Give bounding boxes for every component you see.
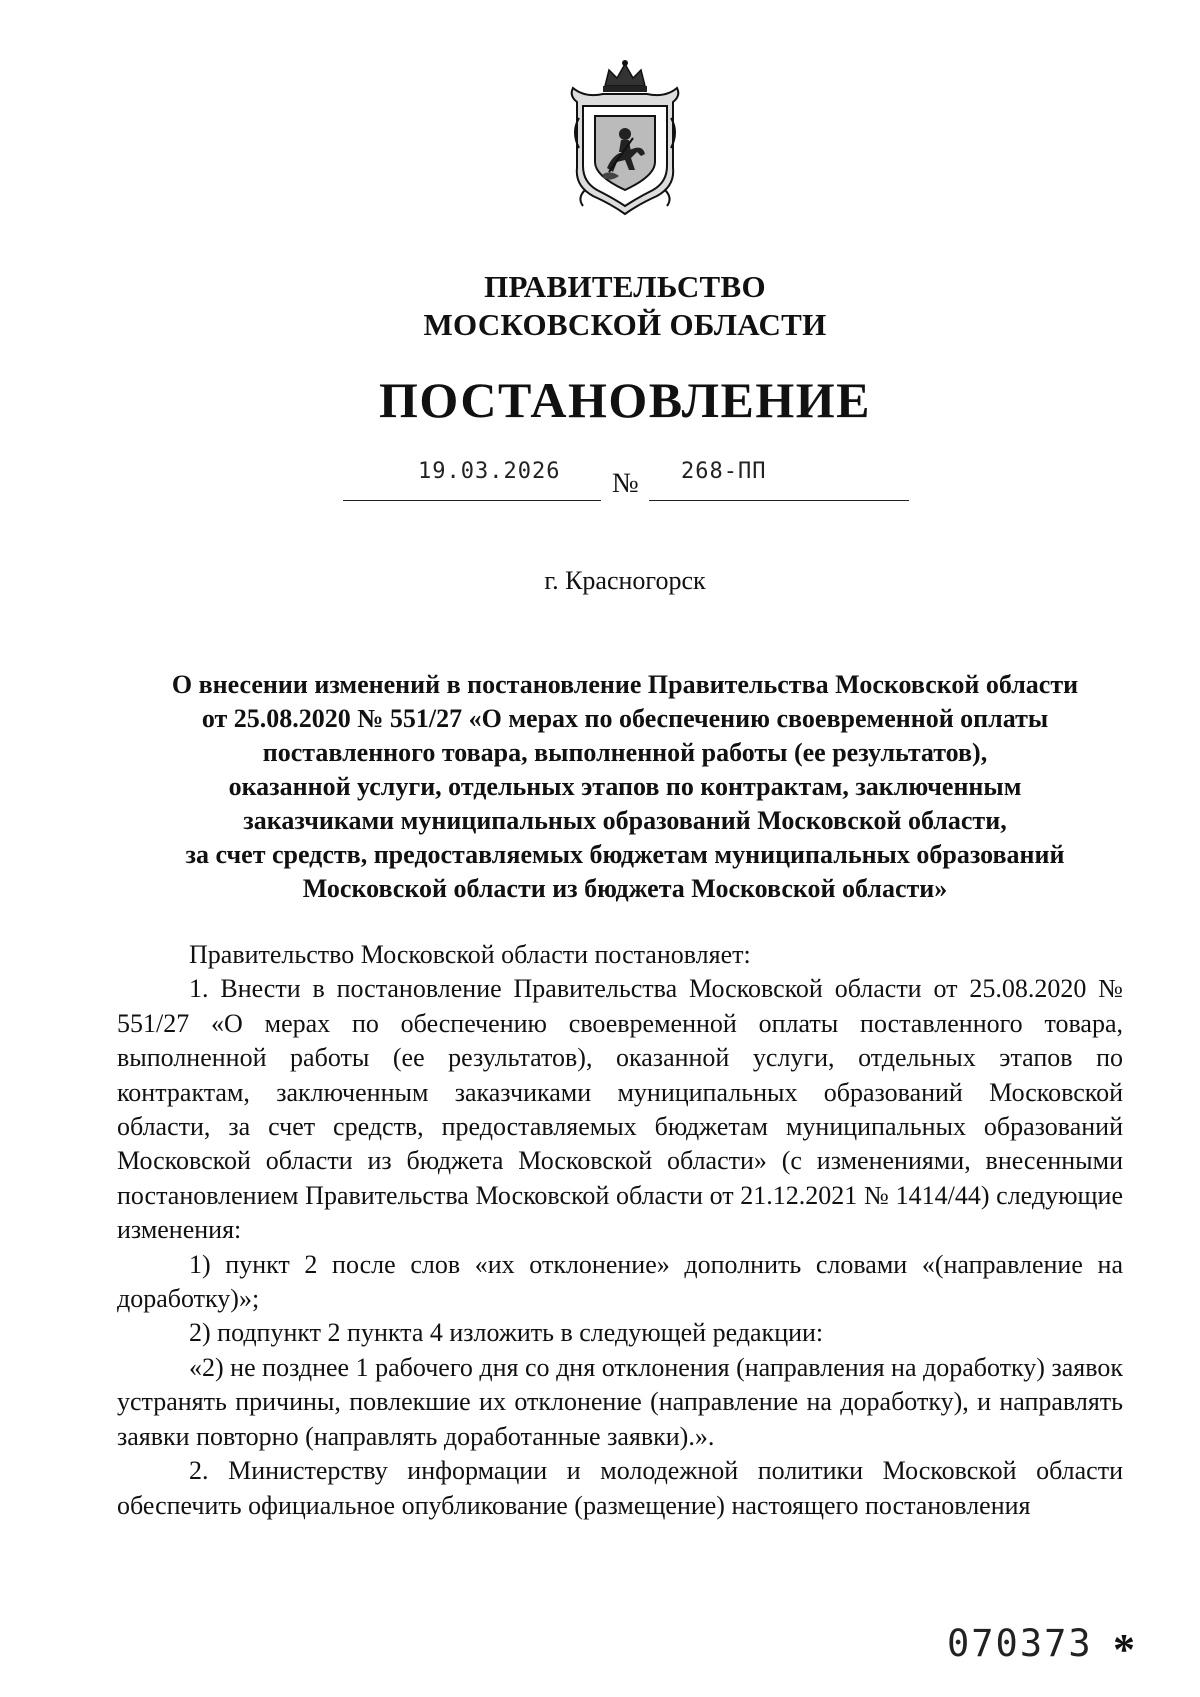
body-paragraph: 2) подпункт 2 пункта 4 изложить в следующей редакции: <box>189 1318 824 1348</box>
subject-line: Московской области из бюджета Московской области» <box>302 874 948 903</box>
decree-subject <box>115 668 1135 906</box>
body-paragraph: «2) не позднее 1 рабочего дня со дня отклонения (направления на доработку) заявок устранять причины, повлекшие их отклонение (направление на доработку), и направлять заявки повторно (направлять доработанные заявки).». <box>117 1352 1123 1451</box>
serial-asterisk-mark: * <box>1113 1625 1135 1674</box>
government-name-line-2: МОСКОВСКОЙ ОБЛАСТИ <box>423 307 827 342</box>
date-underline <box>343 500 601 501</box>
document-type-title: ПОСТАНОВЛЕНИЕ <box>379 372 871 428</box>
issuing-city: г. Красногорск <box>544 566 706 595</box>
government-name-line-1: ПРАВИТЕЛЬСТВО <box>484 269 766 304</box>
coat-of-arms-emblem <box>563 58 687 218</box>
body-paragraph: 1. Внести в постановление Правительства Московской области от 25.08.2020 № 551/27 «О мерах по обеспечению своевременной оплаты поставленного товара, выполненной работы (ее результатов), оказанной услуги, отдельных этапов по контрактам, заключенным заказчиками муниципальных образований Московской области, за счет средств, предоставляемых бюджетам муниципальных образований Московской области из бюджета Московской области» (с изменениями, внесенными постановлением Правительства Московской области от 21.12.2021 № 1414/44) следующие изменения: <box>117 974 1123 1245</box>
subject-line: оказанной услуги, отдельных этапов по контрактам, заключенным <box>228 772 1022 801</box>
decree-number: 268-ПП <box>681 459 767 484</box>
decree-date: 19.03.2026 <box>418 459 561 484</box>
number-sign: № <box>612 468 639 499</box>
document-serial-code: 070373 <box>947 1622 1093 1665</box>
subject-line: поставленного товара, выполненной работы (ее результатов), <box>262 738 988 767</box>
decree-body <box>117 938 1123 1523</box>
body-paragraph: Правительство Московской области постановляет: <box>189 940 751 969</box>
subject-line: заказчиками муниципальных образований Московской области, <box>243 806 1007 835</box>
body-paragraph: 2. Министерству информации и молодежной политики Московской области обеспечить официальное опубликование (размещение) настоящего постановления <box>117 1456 1123 1520</box>
body-paragraph: 1) пункт 2 после слов «их отклонение» дополнить словами «(направление на доработку)»; <box>117 1249 1123 1314</box>
subject-line: О внесении изменений в постановление Правительства Московской области <box>171 670 1079 699</box>
subject-line: за счет средств, предоставляемых бюджетам муниципальных образований <box>185 840 1065 869</box>
number-underline <box>649 500 909 501</box>
subject-line: от 25.08.2020 № 551/27 «О мерах по обеспечению своевременной оплаты <box>201 704 1049 733</box>
